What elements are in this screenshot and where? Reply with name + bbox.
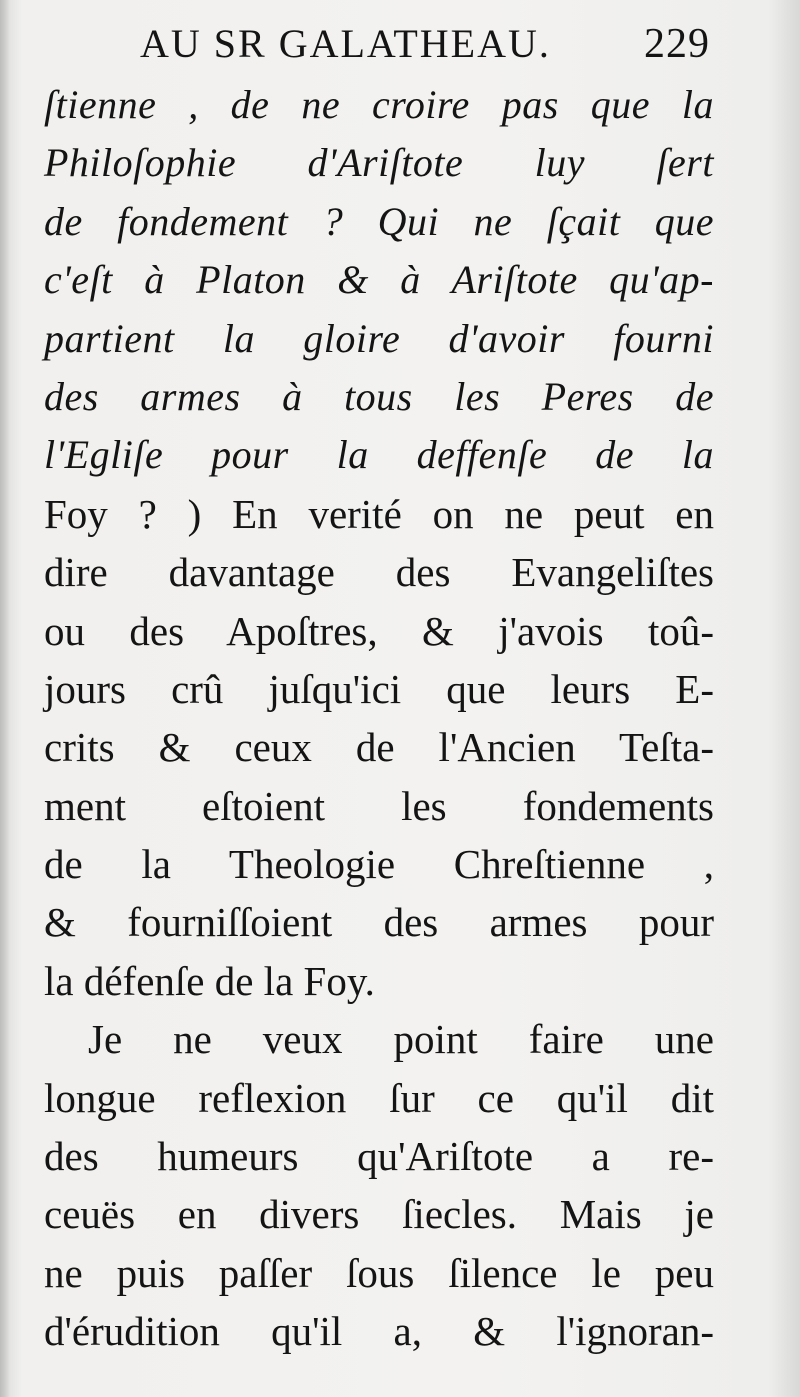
text-line: de la Theologie Chreſtienne , xyxy=(44,841,714,888)
page-gutter-shadow xyxy=(0,0,10,1397)
text-line: & fourniſſoient des armes pour xyxy=(44,899,714,946)
text-line: d'érudition qu'il a, & l'ignoran- xyxy=(44,1308,714,1355)
text-line: ceuës en divers ſiecles. Mais je xyxy=(44,1191,714,1238)
paragraph-first-line: Je ne veux point faire une xyxy=(88,1016,714,1063)
running-title: AU SR GALATHEAU. xyxy=(140,21,551,66)
text-line: l'Egliſe pour la deffenſe de la xyxy=(44,432,714,478)
text-line: jours crû juſqu'ici que leurs E- xyxy=(44,665,714,712)
text-line: des armes à tous les Peres de xyxy=(44,373,714,419)
text-line: ſtienne , de ne croire pas que la xyxy=(44,82,714,127)
body-text xyxy=(44,76,714,1361)
text-line: Foy ? ) En verité on ne peut en xyxy=(44,490,714,537)
text-line: crits & ceux de l'Ancien Teſta- xyxy=(44,724,714,771)
text-line: partient la gloire d'avoir fourni xyxy=(44,315,714,361)
text-line: c'eſt à Platon & à Ariſtote qu'ap- xyxy=(44,257,714,303)
text-line: Philoſophie d'Ariſtote luy ſert xyxy=(44,140,714,186)
text-line: des humeurs qu'Ariſtote a re- xyxy=(44,1133,714,1180)
text-line: dire davantage des Evangeliſtes xyxy=(44,549,714,596)
text-line: la défenſe de la Foy. xyxy=(44,957,375,1004)
text-line: ne puis paſſer ſous ſilence le peu xyxy=(44,1249,714,1296)
text-line: ment eſtoient les fondements xyxy=(44,782,714,829)
text-line: longue reflexion ſur ce qu'il dit xyxy=(44,1074,714,1121)
text-line: ou des Apoſtres, & j'avois toû- xyxy=(44,607,714,654)
page-number: 229 xyxy=(644,21,710,67)
running-head xyxy=(140,18,720,74)
text-line: de fondement ? Qui ne ſçait que xyxy=(44,198,714,244)
